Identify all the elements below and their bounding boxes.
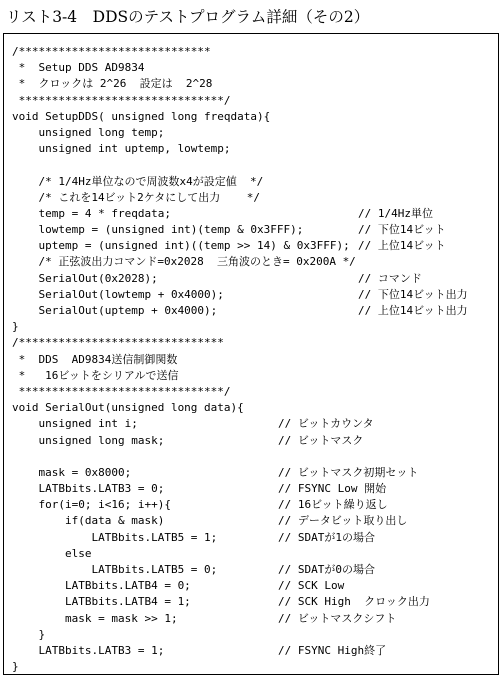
code-line [12, 141, 496, 157]
code-comment: // SDATが1の場合 [278, 530, 375, 544]
code-comment: // SDATが0の場合 [278, 563, 375, 576]
code-line [12, 206, 496, 222]
code-comment: // FSYNC High終了 [278, 643, 387, 657]
code-text: SerialOut(lowtemp + 0x4000); [12, 287, 224, 301]
code-text: SerialOut(0x2028); [12, 271, 158, 285]
code-comment: // ビットマスクシフト [278, 611, 397, 625]
code-line [12, 93, 496, 109]
code-text: * Setup DDS AD9834 [12, 61, 145, 75]
code-line [12, 481, 496, 497]
code-comment: // ビットマスク初期セット [278, 465, 419, 479]
code-line [12, 611, 496, 627]
code-text: unsigned int i; [12, 417, 138, 431]
code-text: SerialOut(uptemp + 0x4000); [12, 304, 218, 317]
code-line [12, 335, 496, 351]
code-line [12, 254, 496, 270]
code-text: for(i=0; i<16; i++){ [12, 498, 171, 512]
code-line [12, 449, 496, 465]
code-comment: // 16ビット繰り返し [278, 498, 388, 512]
code-text: /* 1/4Hz単位なので周波数x4が設定値 */ [12, 174, 264, 188]
code-block [12, 44, 496, 675]
code-text: * クロックは 2^26 設定は 2^28 [12, 77, 213, 91]
code-text: mask = 0x8000; [12, 465, 132, 479]
code-comment: // SCK High クロック出力 [278, 595, 430, 609]
code-text: mask = mask >> 1; [12, 611, 178, 625]
code-text: LATBbits.LATB4 = 1; [12, 595, 191, 609]
code-text: LATBbits.LATB4 = 0; [12, 579, 191, 593]
code-line [12, 643, 496, 659]
code-line [12, 287, 496, 303]
code-text: /***************************** [12, 45, 211, 58]
code-text: if(data & mask) [12, 514, 165, 528]
code-line [12, 416, 496, 432]
code-text: /* これを14ビット2ケタにして出力 */ [12, 190, 260, 204]
code-text: unsigned int uptemp, lowtemp; [12, 142, 231, 156]
code-text: } [12, 660, 19, 674]
code-text: *******************************/ [12, 93, 231, 107]
code-text: else [12, 546, 92, 560]
code-line [12, 174, 496, 190]
code-line [12, 157, 496, 173]
code-comment: // 下位14ビット出力 [358, 287, 468, 301]
code-text: /* 正弦波出力コマンド=0x2028 三角波のとき= 0x200A */ [12, 255, 356, 269]
code-line [12, 238, 496, 254]
code-line [12, 384, 496, 400]
code-line [12, 368, 496, 384]
code-line [12, 271, 496, 287]
code-comment: // FSYNC Low 開始 [278, 482, 387, 496]
code-line [12, 319, 496, 335]
code-line [12, 433, 496, 449]
code-text: *******************************/ [12, 384, 231, 398]
code-line [12, 513, 496, 529]
code-text: LATBbits.LATB3 = 0; [12, 482, 165, 496]
code-text: temp = 4 * freqdata; [12, 206, 171, 220]
code-line [12, 465, 496, 481]
code-line [12, 546, 496, 562]
code-comment: // データビット取り出し [278, 514, 408, 528]
code-line [12, 60, 496, 76]
code-line [12, 627, 496, 643]
code-comment: // コマンド [358, 271, 422, 285]
code-text: } [12, 320, 19, 334]
code-line [12, 659, 496, 675]
code-text: * DDS AD9834送信制御関数 [12, 352, 178, 366]
code-line [12, 530, 496, 546]
code-text: uptemp = (unsigned int)((temp >> 14) & 0x3FFF); [12, 239, 350, 253]
code-line [12, 44, 496, 60]
code-comment: // SCK Low [278, 579, 345, 593]
code-text: LATBbits.LATB5 = 0; [12, 563, 218, 576]
code-line [12, 190, 496, 206]
code-line [12, 303, 496, 319]
code-text: lowtemp = (unsigned int)(temp & 0x3FFF); [12, 223, 304, 237]
code-comment: // 上位14ビット出力 [358, 304, 468, 317]
code-text: void SetupDDS( unsigned long freqdata){ [12, 109, 271, 123]
code-text: void SerialOut(unsigned long data){ [12, 401, 244, 415]
code-text: LATBbits.LATB5 = 1; [12, 530, 218, 544]
code-line [12, 352, 496, 368]
code-text: * 16ビットをシリアルで送信 [12, 368, 179, 382]
code-line [12, 125, 496, 141]
code-comment: // ビットマスク [278, 433, 364, 447]
code-text: unsigned long mask; [12, 433, 165, 447]
code-line [12, 497, 496, 513]
code-line [12, 109, 496, 125]
code-comment: // 下位14ビット [358, 223, 446, 237]
code-text: LATBbits.LATB3 = 1; [12, 643, 165, 657]
code-listing-box [3, 33, 499, 675]
listing-title: リスト3-4 DDSのテストプログラム詳細（その2） [6, 8, 370, 26]
code-text: unsigned long temp; [12, 125, 165, 139]
code-line [12, 578, 496, 594]
code-line [12, 76, 496, 92]
code-comment: // ビットカウンタ [278, 417, 374, 431]
code-line [12, 594, 496, 610]
code-comment: // 上位14ビット [358, 239, 446, 253]
code-line [12, 562, 496, 578]
code-text: } [12, 627, 46, 641]
code-line [12, 222, 496, 238]
code-line [12, 400, 496, 416]
code-text: /******************************* [12, 336, 224, 350]
code-comment: // 1/4Hz単位 [358, 206, 433, 220]
